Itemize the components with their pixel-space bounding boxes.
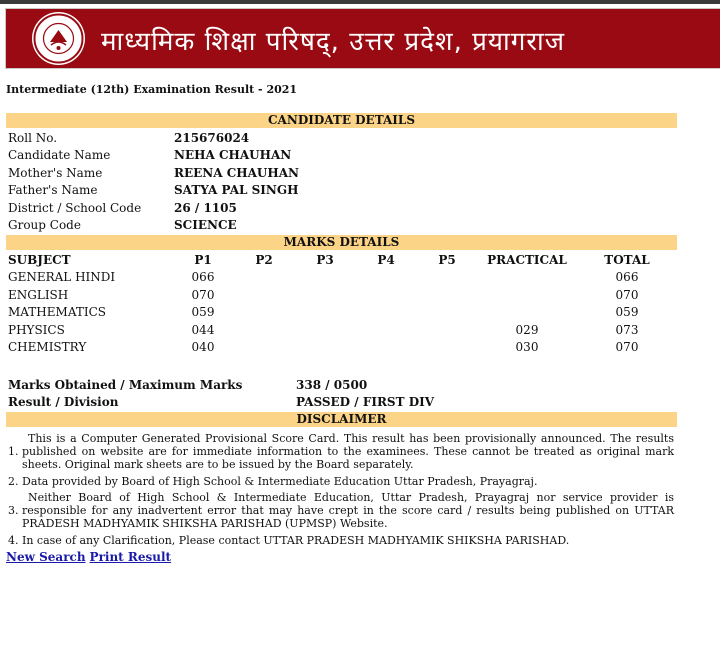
disclaimer-item	[8, 432, 674, 472]
p1-cell: 070	[191, 288, 215, 302]
disclaimer-item	[8, 534, 674, 547]
p1-cell: 040	[191, 340, 215, 354]
column-header-practical: PRACTICAL	[487, 253, 567, 267]
roll-no-label: Roll No.	[8, 131, 58, 145]
subject-cell: PHYSICS	[8, 323, 65, 337]
disclaimer-text: In case of any Clarification, Please contact UTTAR PRADESH MADHYAMIK SHIKSHA PARISHAD.	[22, 534, 570, 547]
column-header-p1: P1	[194, 253, 212, 267]
column-header-p4: P4	[377, 253, 395, 267]
marks-obtained-value: 338 / 0500	[296, 378, 368, 392]
marks-obtained-label: Marks Obtained / Maximum Marks	[8, 378, 243, 392]
mother-name-value: REENA CHAUHAN	[174, 166, 300, 180]
practical-cell: 029	[515, 323, 539, 337]
group-code-label: Group Code	[8, 218, 81, 232]
disclaimer-number: 3.	[8, 504, 19, 517]
column-header-total: TOTAL	[604, 253, 650, 267]
marks-details-heading: MARKS DETAILS	[6, 235, 677, 250]
subject-cell: ENGLISH	[8, 288, 69, 302]
group-code-value: SCIENCE	[174, 218, 237, 232]
disclaimer-number: 4.	[8, 534, 19, 547]
disclaimer-text: Data provided by Board of High School & Intermediate Education Uttar Pradesh, Prayagraj.	[22, 475, 538, 488]
result-division-label: Result / Division	[8, 395, 119, 409]
total-cell: 070	[615, 340, 639, 354]
mother-name-label: Mother's Name	[8, 166, 103, 180]
practical-cell: 030	[515, 340, 539, 354]
action-links	[6, 550, 175, 564]
p1-cell: 044	[191, 323, 215, 337]
up-government-emblem-icon	[32, 12, 85, 65]
total-cell: 070	[615, 288, 639, 302]
header-banner	[6, 9, 720, 68]
candidate-name-value: NEHA CHAUHAN	[174, 148, 292, 162]
roll-no-value: 215676024	[174, 131, 250, 145]
total-cell: 066	[615, 270, 639, 284]
disclaimer-heading: DISCLAIMER	[6, 412, 677, 427]
top-border	[0, 0, 720, 4]
candidate-details-heading: CANDIDATE DETAILS	[6, 113, 677, 128]
total-cell: 059	[615, 305, 639, 319]
father-name-label: Father's Name	[8, 183, 98, 197]
father-name-value: SATYA PAL SINGH	[174, 183, 299, 197]
result-division-value: PASSED / FIRST DIV	[296, 395, 435, 409]
disclaimer-item	[8, 475, 674, 488]
column-header-p5: P5	[438, 253, 456, 267]
district-school-code-label: District / School Code	[8, 201, 142, 215]
disclaimer-number: 1.	[8, 445, 19, 458]
disclaimer-text: Neither Board of High School & Intermediate Education, Uttar Pradesh, Prayagraj nor service provider is responsible for any inadvertent error that may have crept in the score card / results being published on UTTAR PRADESH MADHYAMIK SHIKSHA PARISHAD (UPMSP) Website.	[22, 491, 674, 530]
print-result-link[interactable]: Print Result	[89, 550, 172, 564]
candidate-name-label: Candidate Name	[8, 148, 111, 162]
disclaimer-number: 2.	[8, 475, 19, 488]
board-title: माध्यमिक शिक्षा परिषद्, उत्तर प्रदेश, प्रयागराज	[101, 27, 566, 57]
column-header-p2: P2	[255, 253, 273, 267]
new-search-link[interactable]: New Search	[6, 550, 86, 564]
disclaimer-item	[8, 491, 674, 531]
subject-cell: CHEMISTRY	[8, 340, 87, 354]
subject-cell: MATHEMATICS	[8, 305, 106, 319]
total-cell: 073	[615, 323, 639, 337]
column-header-p3: P3	[316, 253, 334, 267]
p1-cell: 066	[191, 270, 215, 284]
disclaimer-text: This is a Computer Generated Provisional Score Card. This result has been provisionally announced. The results published on website are for immediate information to the examinees. These cannot be treated as original mark sheets. Original mark sheets are to be issued by the Board separately.	[22, 432, 674, 471]
column-header-subject: SUBJECT	[8, 253, 71, 267]
subject-cell: GENERAL HINDI	[8, 270, 116, 284]
p1-cell: 059	[191, 305, 215, 319]
district-school-code-value: 26 / 1105	[174, 201, 237, 215]
exam-title: Intermediate (12th) Examination Result - 2021	[6, 83, 298, 96]
